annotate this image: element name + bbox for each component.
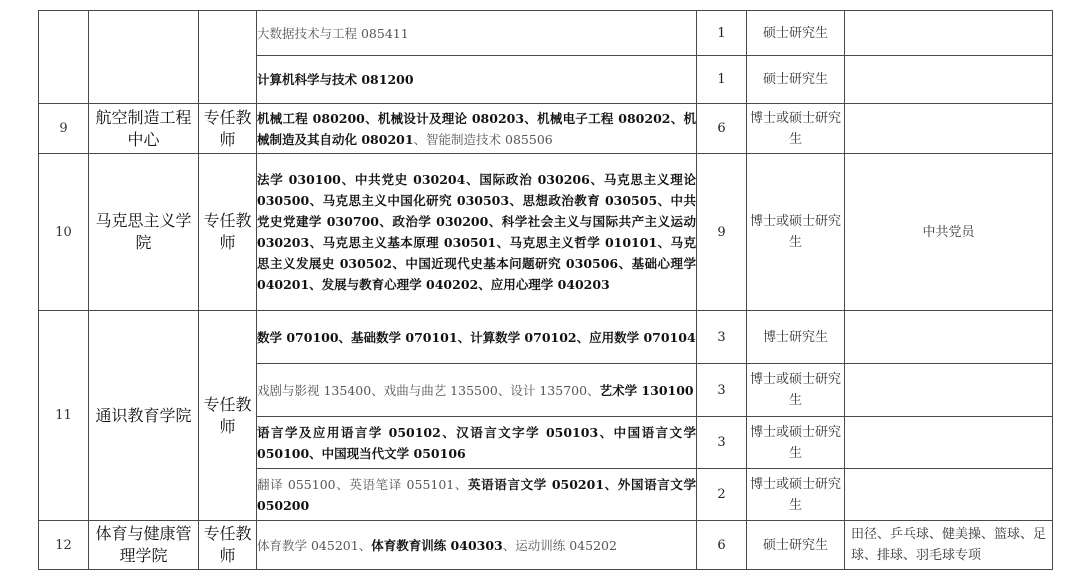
major-requirement bbox=[257, 104, 697, 154]
education-requirement: 硕士研究生 bbox=[747, 56, 845, 104]
major-text-segment: 法学 030100、中共党史 030204、国际政治 030206、马克思主义理论 030500、马克思主义中国化研究 030503、思想政治教育 030505、中共党史党建学 030700、政治学 030200、科学社会主义与国际共产主义运动 030203、马克思主义基本原理 030501、马克思主义哲学 010101、马克思主义发展史 030502、中国近现代史基本问题研究 030506、基础心理学 040201、发展与教育心理学 040202、应用心理学 040203 bbox=[257, 172, 696, 292]
major-text-segment: 计算机科学与技术 081200 bbox=[257, 72, 414, 87]
other-requirement bbox=[845, 469, 1053, 521]
major-text-segment: 、智能制造技术 085506 bbox=[413, 131, 553, 147]
recruitment-table bbox=[38, 10, 1053, 570]
headcount: 9 bbox=[697, 154, 747, 311]
position-type: 专任教师 bbox=[199, 311, 257, 521]
department-name: 通识教育学院 bbox=[89, 311, 199, 521]
major-text-segment: 数学 070100、基础数学 070101、计算数学 070102、应用数学 070104 bbox=[257, 329, 696, 345]
major-text-segment: 体育教学 045201、 bbox=[257, 537, 372, 553]
education-requirement: 硕士研究生 bbox=[747, 11, 845, 56]
table-row bbox=[39, 521, 1053, 570]
headcount: 3 bbox=[697, 311, 747, 364]
education-requirement: 博士或硕士研究生 bbox=[747, 364, 845, 417]
row-number: 10 bbox=[39, 154, 89, 311]
table-row bbox=[39, 11, 1053, 56]
major-requirement bbox=[257, 154, 697, 311]
headcount: 3 bbox=[697, 364, 747, 417]
row-number: 9 bbox=[39, 104, 89, 154]
major-text-segment: 英语语言文学 050201、外国语言文学 050200 bbox=[257, 476, 696, 513]
major-requirement bbox=[257, 56, 697, 104]
other-requirement: 田径、乒乓球、健美操、篮球、足球、排球、羽毛球专项 bbox=[845, 521, 1053, 570]
row-number: 11 bbox=[39, 311, 89, 521]
major-requirement bbox=[257, 521, 697, 570]
department-name: 航空制造工程中心 bbox=[89, 104, 199, 154]
headcount: 1 bbox=[697, 56, 747, 104]
row-number: 12 bbox=[39, 521, 89, 570]
other-requirement bbox=[845, 56, 1053, 104]
headcount: 3 bbox=[697, 417, 747, 469]
education-requirement: 博士研究生 bbox=[747, 311, 845, 364]
row-number bbox=[39, 11, 89, 104]
headcount: 6 bbox=[697, 521, 747, 570]
education-requirement: 博士或硕士研究生 bbox=[747, 469, 845, 521]
major-text-segment: 机械工程 080200、机械设计及理论 080203、机械电子工程 080202、机械制造及其自动化 080201 bbox=[257, 110, 696, 147]
position-type: 专任教师 bbox=[199, 154, 257, 311]
major-requirement bbox=[257, 469, 697, 521]
major-requirement bbox=[257, 417, 697, 469]
education-requirement: 硕士研究生 bbox=[747, 521, 845, 570]
education-requirement: 博士或硕士研究生 bbox=[747, 154, 845, 311]
major-text-segment: 大数据技术与工程 085411 bbox=[257, 25, 409, 41]
headcount: 1 bbox=[697, 11, 747, 56]
education-requirement: 博士或硕士研究生 bbox=[747, 104, 845, 154]
table-row bbox=[39, 154, 1053, 311]
other-requirement bbox=[845, 364, 1053, 417]
major-text-segment: 、运动训练 045202 bbox=[502, 537, 617, 553]
major-text-segment: 艺术学 130100 bbox=[599, 382, 694, 398]
other-requirement bbox=[845, 311, 1053, 364]
other-requirement: 中共党员 bbox=[845, 154, 1053, 311]
major-text-segment: 戏剧与影视 135400、戏曲与曲艺 135500、设计 135700、 bbox=[257, 382, 600, 398]
major-requirement bbox=[257, 311, 697, 364]
headcount: 2 bbox=[697, 469, 747, 521]
major-text-segment: 语言学及应用语言学 050102、汉语言文字学 050103、中国语言文学 050100、中国现当代文学 050106 bbox=[257, 424, 696, 461]
other-requirement bbox=[845, 104, 1053, 154]
table-row bbox=[39, 104, 1053, 154]
education-requirement: 博士或硕士研究生 bbox=[747, 417, 845, 469]
position-type bbox=[199, 11, 257, 104]
table-row bbox=[39, 311, 1053, 364]
department-name: 马克思主义学院 bbox=[89, 154, 199, 311]
headcount: 6 bbox=[697, 104, 747, 154]
major-text-segment: 体育教育训练 040303 bbox=[371, 537, 503, 553]
other-requirement bbox=[845, 417, 1053, 469]
major-requirement bbox=[257, 364, 697, 417]
position-type: 专任教师 bbox=[199, 521, 257, 570]
position-type: 专任教师 bbox=[199, 104, 257, 154]
major-text-segment: 翻译 055100、英语笔译 055101、 bbox=[257, 476, 469, 492]
major-requirement bbox=[257, 11, 697, 56]
other-requirement bbox=[845, 11, 1053, 56]
department-name bbox=[89, 11, 199, 104]
department-name: 体育与健康管理学院 bbox=[89, 521, 199, 570]
